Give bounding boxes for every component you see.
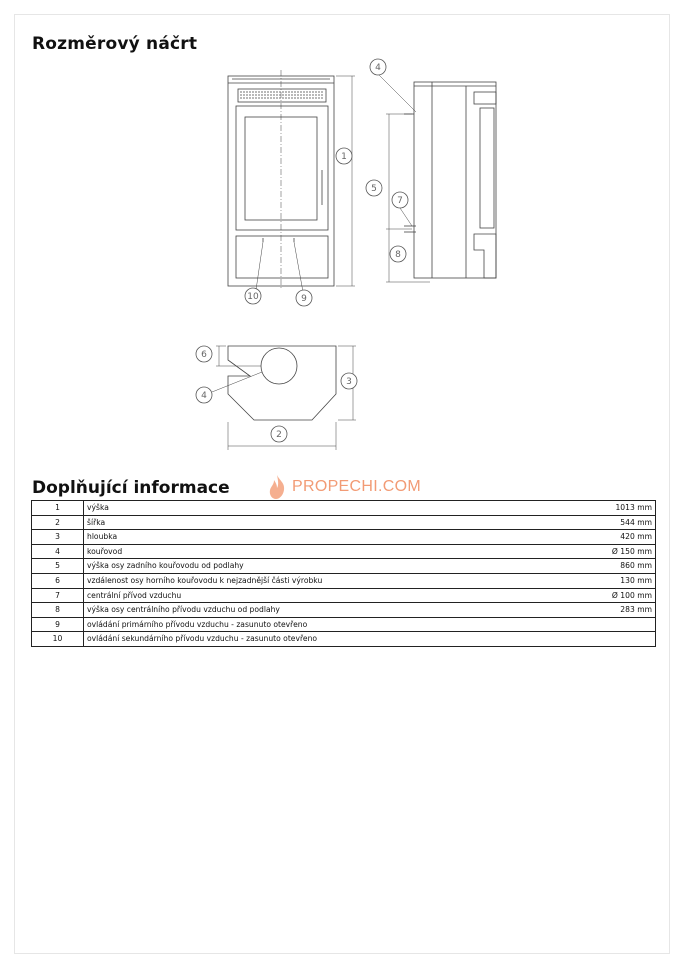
- table-row: [32, 530, 656, 545]
- table-row: [32, 603, 656, 618]
- callout-label: 4: [201, 391, 207, 401]
- row-label: hloubka: [84, 530, 586, 545]
- callout-label: 1: [341, 152, 347, 162]
- row-number: 4: [32, 544, 84, 559]
- row-label: kouřovod: [84, 544, 586, 559]
- row-value: 860 mm: [586, 559, 656, 574]
- side-view-stove: [404, 82, 496, 278]
- table-row: [32, 632, 656, 647]
- row-label: šířka: [84, 515, 586, 530]
- callout-label: 5: [371, 184, 377, 194]
- table-row: [32, 617, 656, 632]
- logo-text: PROPECHI.COM: [292, 478, 421, 495]
- row-value: 544 mm: [586, 515, 656, 530]
- spec-table: [31, 500, 656, 647]
- row-label: výška osy zadního kouřovodu od podlahy: [84, 559, 586, 574]
- row-number: 3: [32, 530, 84, 545]
- row-number: 8: [32, 603, 84, 618]
- table-row: [32, 588, 656, 603]
- row-label: ovládání sekundárního přívodu vzduchu - zasunuto otevřeno: [84, 632, 586, 647]
- row-value: 1013 mm: [586, 501, 656, 516]
- table-row: [32, 501, 656, 516]
- propechi-logo: [266, 470, 436, 504]
- table-row: [32, 544, 656, 559]
- row-number: 7: [32, 588, 84, 603]
- callout-label: 9: [301, 294, 307, 304]
- callout-label: 7: [397, 196, 403, 206]
- callout-label: 4: [375, 63, 381, 73]
- row-value: Ø 150 mm: [586, 544, 656, 559]
- row-value: Ø 100 mm: [586, 588, 656, 603]
- top-view-stove: [228, 346, 336, 420]
- row-value: 283 mm: [586, 603, 656, 618]
- table-row: [32, 515, 656, 530]
- row-number: 6: [32, 573, 84, 588]
- row-number: 5: [32, 559, 84, 574]
- row-label: centrální přívod vzduchu: [84, 588, 586, 603]
- row-number: 10: [32, 632, 84, 647]
- row-number: 2: [32, 515, 84, 530]
- callout-label: 8: [395, 250, 401, 260]
- front-view-stove: [228, 70, 334, 290]
- row-label: výška: [84, 501, 586, 516]
- callout-label: 3: [346, 377, 352, 387]
- row-number: 1: [32, 501, 84, 516]
- row-label: ovládání primárního přívodu vzduchu - zasunuto otevřeno: [84, 617, 586, 632]
- row-value: 420 mm: [586, 530, 656, 545]
- heading-dimension-sketch: Rozměrový náčrt: [32, 34, 198, 54]
- callout-label: 10: [247, 292, 259, 302]
- flame-icon: [266, 474, 288, 500]
- row-number: 9: [32, 617, 84, 632]
- row-label: výška osy centrálního přívodu vzduchu od podlahy: [84, 603, 586, 618]
- dimension-drawing: [0, 0, 686, 470]
- table-row: [32, 559, 656, 574]
- row-value: [586, 617, 656, 632]
- row-value: 130 mm: [586, 573, 656, 588]
- heading-additional-info: Doplňující informace: [32, 478, 230, 498]
- table-row: [32, 573, 656, 588]
- callout-label: 6: [201, 350, 207, 360]
- row-value: [586, 632, 656, 647]
- row-label: vzdálenost osy horního kouřovodu k nejzadnější části výrobku: [84, 573, 586, 588]
- callout-label: 2: [276, 430, 282, 440]
